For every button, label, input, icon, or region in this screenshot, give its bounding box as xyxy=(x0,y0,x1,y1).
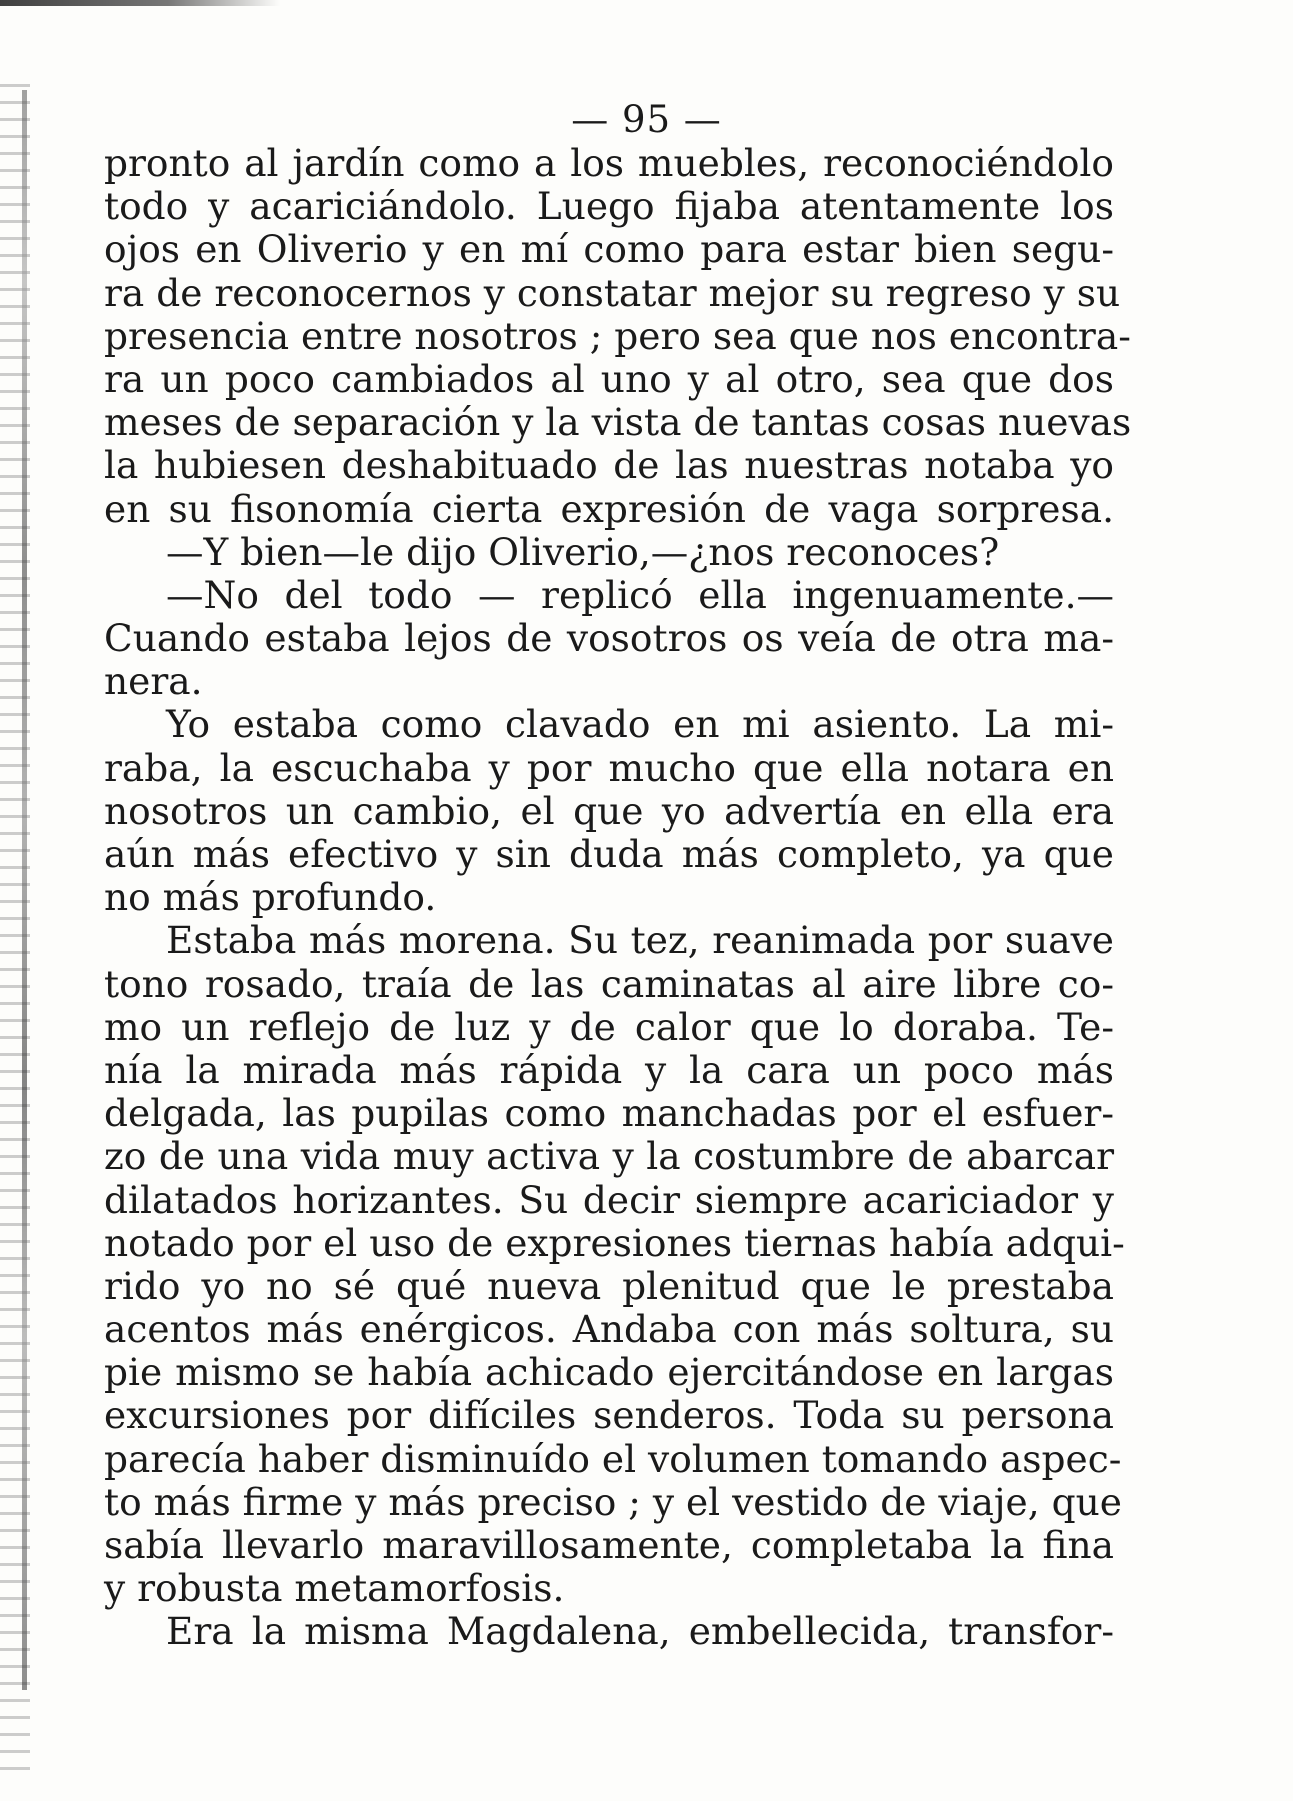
page-number: — 95 — xyxy=(571,98,722,141)
text-line: parecía haber disminuído el volumen tomando aspec- xyxy=(104,1436,1122,1481)
scan-edge-top xyxy=(0,0,280,6)
text-line: nera. xyxy=(104,659,203,704)
text-line: Cuando estaba lejos de vosotros os veía de otra ma- xyxy=(104,616,1114,661)
text-line: acentos más enérgicos. Andaba con más soltura, su xyxy=(104,1307,1114,1352)
text-line: ra un poco cambiados al uno y al otro, sea que dos xyxy=(104,356,1114,401)
text-line: presencia entre nosotros ; pero sea que nos encontra- xyxy=(104,313,1131,358)
text-line: Era la misma Magdalena, embellecida, transfor- xyxy=(166,1609,1114,1654)
text-line: nosotros un cambio, el que yo advertía en ella era xyxy=(104,788,1114,833)
text-line: meses de separación y la vista de tantas cosas nuevas xyxy=(104,400,1132,445)
text-line: raba, la escuchaba y por mucho que ella notara en xyxy=(104,745,1114,790)
text-line: dilatados horizantes. Su decir siempre acariciador y xyxy=(104,1177,1114,1222)
text-line: Estaba más morena. Su tez, reanimada por suave xyxy=(166,918,1114,963)
text-line: Yo estaba como clavado en mi asiento. La mi- xyxy=(166,702,1114,747)
text-line: sabía llevarlo maravillosamente, completaba la fina xyxy=(104,1523,1114,1567)
text-line: en su fisonomía cierta expresión de vaga sorpresa. xyxy=(104,486,1114,531)
text-line: pronto al jardín como a los muebles, reconociéndolo xyxy=(104,141,1114,185)
text-line: excursiones por difíciles senderos. Toda su persona xyxy=(104,1393,1114,1438)
text-line: no más profundo. xyxy=(104,875,437,920)
text-line: zo de una vida muy activa y la costumbre de abarcar xyxy=(104,1134,1114,1179)
body-text xyxy=(104,141,1132,1654)
text-line: tono rosado, traía de las caminatas al aire libre co- xyxy=(104,961,1114,1006)
text-line: pie mismo se había achicado ejercitándose en largas xyxy=(104,1350,1114,1395)
text-line: la hubiesen deshabituado de las nuestras notaba yo xyxy=(104,443,1114,488)
text-line: —No del todo — replicó ella ingenuamente.— xyxy=(166,572,1114,617)
text-line: todo y acariciándolo. Luego fijaba atentamente los xyxy=(104,184,1114,229)
text-line: aún más efectivo y sin duda más completo, ya que xyxy=(104,832,1114,876)
text-line: notado por el uso de expresiones tiernas había adqui- xyxy=(104,1220,1125,1265)
text-line: —Y bien—le dijo Oliverio,—¿nos reconoces? xyxy=(166,529,1000,574)
binding-shadow xyxy=(22,90,27,1690)
text-line: to más firme y más preciso ; y el vestido de viaje, que xyxy=(104,1479,1122,1524)
text-line: y robusta metamorfosis. xyxy=(104,1566,565,1611)
text-line: rido yo no sé qué nueva plenitud que le prestaba xyxy=(104,1263,1114,1308)
text-line: mo un reflejo de luz y de calor que lo doraba. Te- xyxy=(104,1004,1114,1049)
text-line: ra de reconocernos y constatar mejor su regreso y su xyxy=(104,270,1121,315)
text-line: ojos en Oliverio y en mí como para estar bien segu- xyxy=(104,227,1114,272)
text-line: nía la mirada más rápida y la cara un poco más xyxy=(104,1047,1114,1092)
text-line: delgada, las pupilas como manchadas por el esfuer- xyxy=(104,1091,1114,1136)
